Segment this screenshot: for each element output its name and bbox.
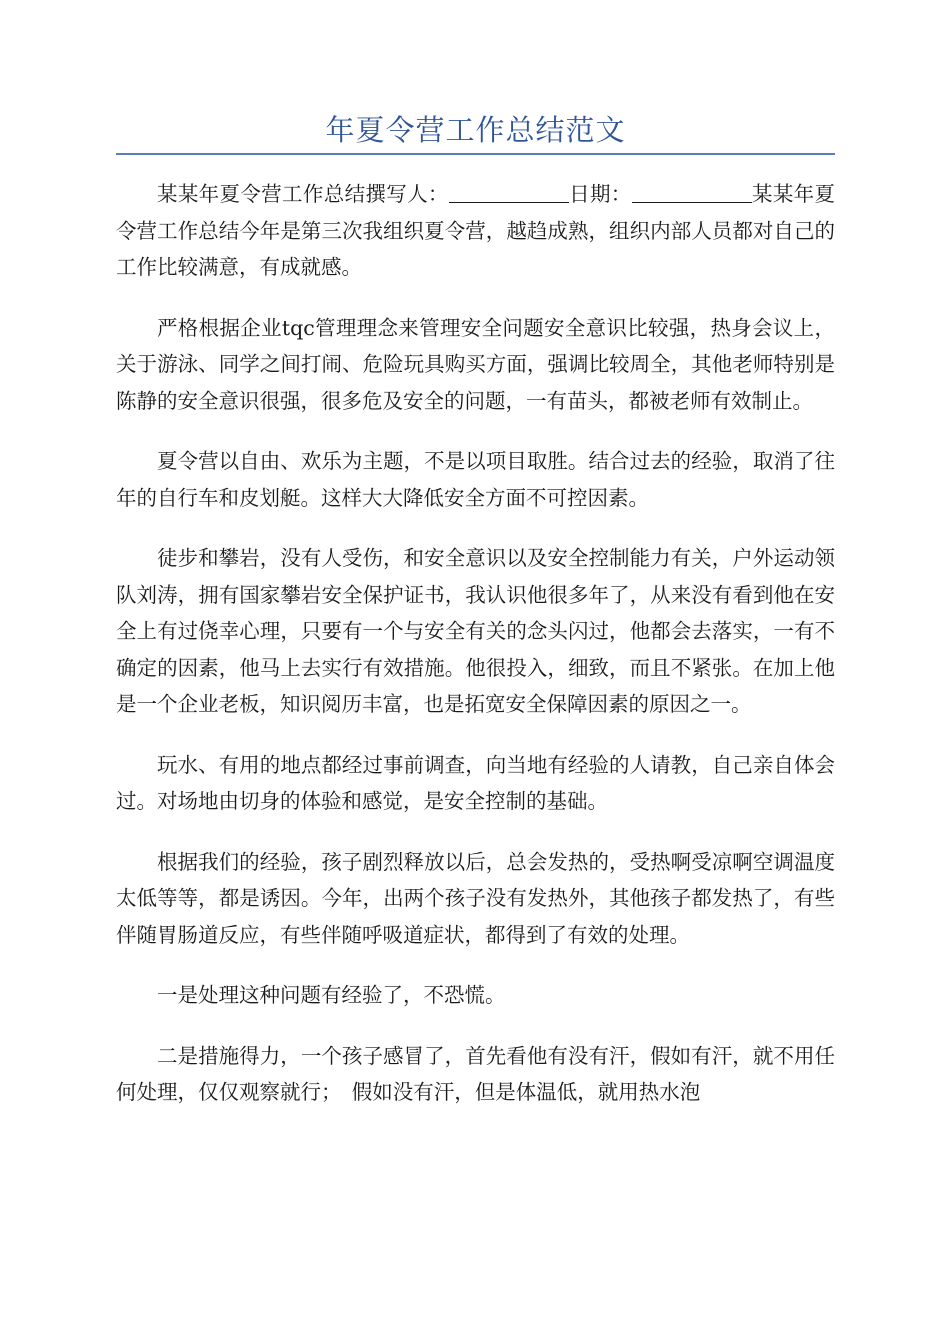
- paragraph: 一是处理这种问题有经验了，不恐慌。: [157, 983, 506, 1007]
- title-underline: [116, 153, 835, 155]
- intro-text: 某某年夏令营工作总结今年是第三次我组织夏令营，越趋成熟，组织内部人员都对自己的工作比较满意，有成就感。: [116, 182, 836, 279]
- paragraph-intro: [116, 176, 835, 286]
- paragraph: 徒步和攀岩，没有人受伤，和安全意识以及安全控制能力有关，户外运动领队刘涛，拥有国家攀岩安全保护证书，我认识他很多年了，从来没有看到他在安全上有过侥幸心理，只要有一个与安全有关的念头闪过，他都会去落实，一有不确定的因素，他马上去实行有效措施。他很投入，细致，而且不紧张。在加上他是一个企业老板，知识阅历丰富，也是拓宽安全保障因素的原因之一。: [116, 546, 835, 716]
- document-body: [116, 176, 835, 1135]
- paragraph: 玩水、有用的地点都经过事前调查，向当地有经验的人请教，自己亲自体会过。对场地由切身的体验和感觉，是安全控制的基础。: [116, 752, 835, 813]
- date-blank: [632, 182, 752, 203]
- author-label: 某某年夏令营工作总结撰写人：: [157, 182, 449, 206]
- author-blank: [449, 182, 569, 203]
- paragraph: 二是措施得力，一个孩子感冒了，首先看他有没有汗，假如有汗，就不用任何处理，仅仅观察就行； 假如没有汗，但是体温低，就用热水泡: [116, 1043, 835, 1104]
- document-title: 年夏令营工作总结范文: [325, 113, 626, 147]
- paragraph: 夏令营以自由、欢乐为主题，不是以项目取胜。结合过去的经验，取消了往年的自行车和皮划艇。这样大大降低安全方面不可控因素。: [116, 449, 835, 510]
- paragraph: 根据我们的经验，孩子剧烈释放以后，总会发热的，受热啊受凉啊空调温度太低等等，都是诱因。今年，出两个孩子没有发热外，其他孩子都发热了，有些伴随胃肠道反应，有些伴随呼吸道症状，都得到了有效的处理。: [116, 849, 835, 947]
- date-label: 日期：: [568, 182, 632, 206]
- paragraph: 严格根据企业tqc管理理念来管理安全问题安全意识比较强，热身会议上，关于游泳、同学之间打闹、危险玩具购买方面，强调比较周全，其他老师特别是陈静的安全意识很强，很多危及安全的问题，一有苗头，都被老师有效制止。: [116, 315, 835, 413]
